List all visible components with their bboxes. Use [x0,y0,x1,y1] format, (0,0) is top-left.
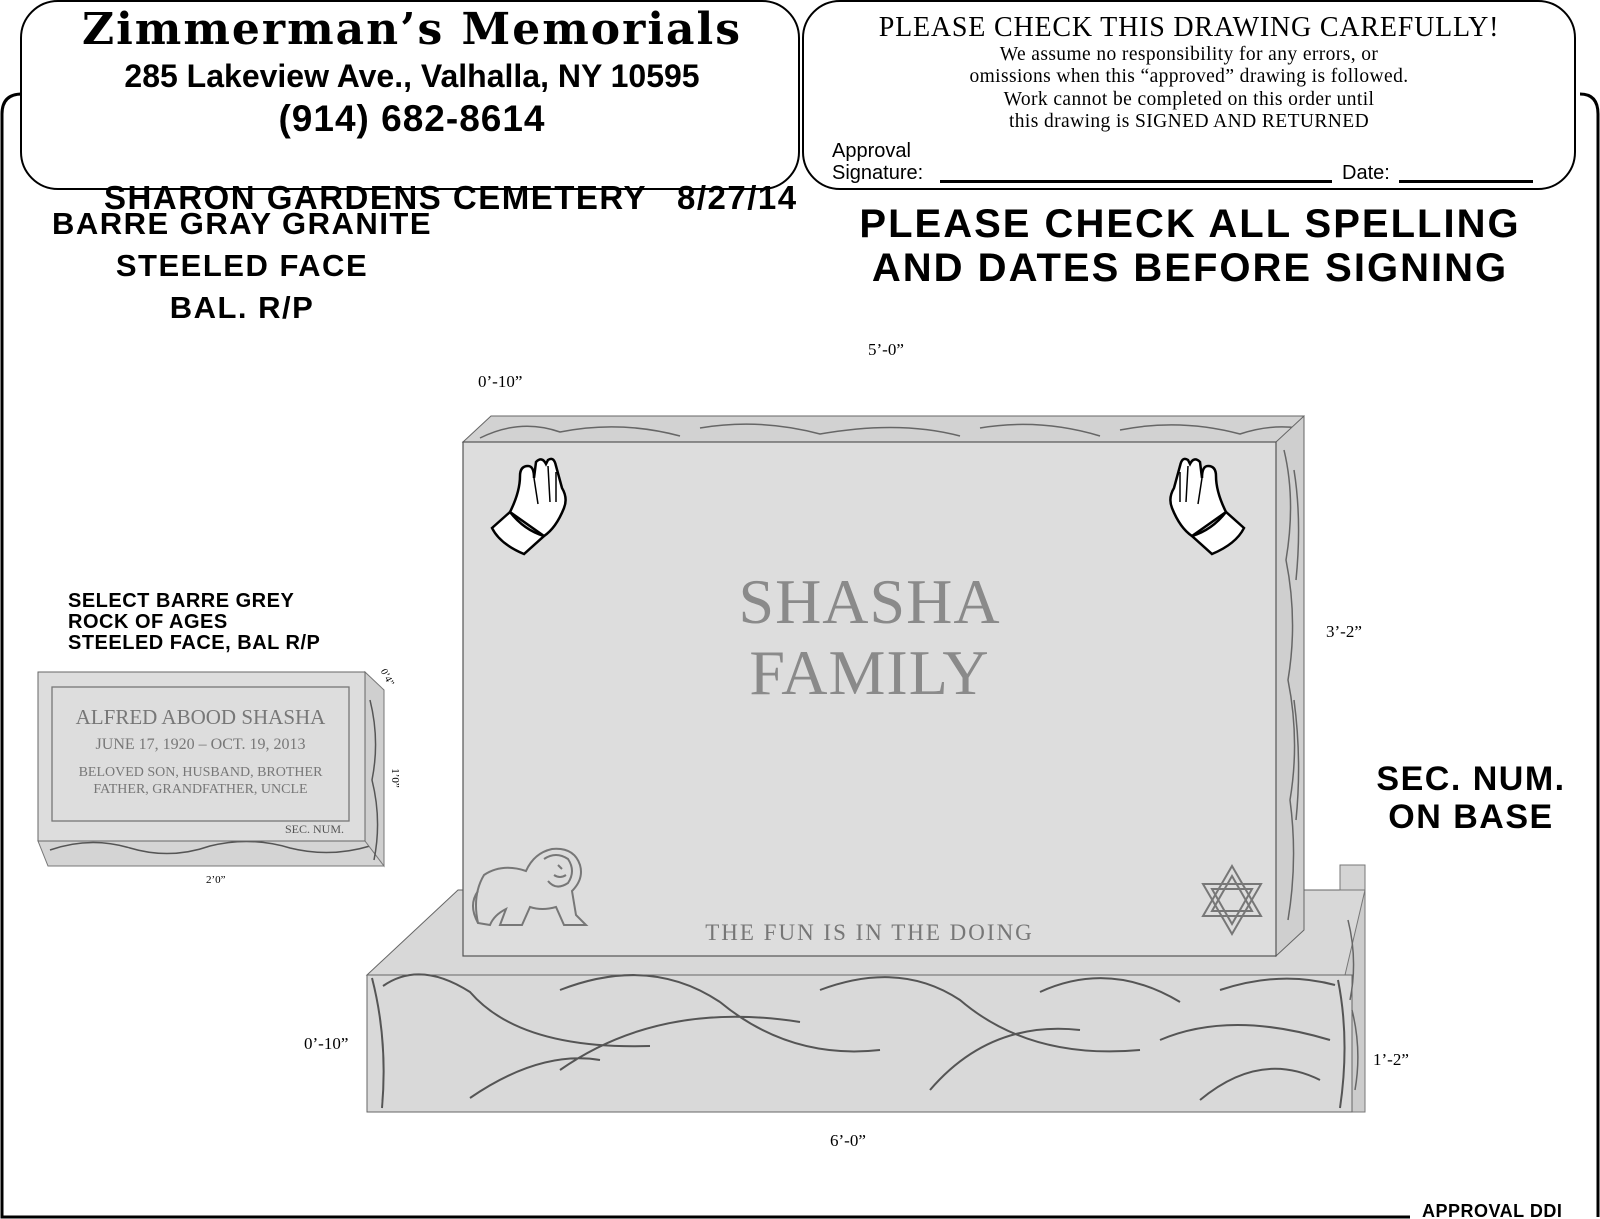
dimension-base-height: 0’-10” [304,1034,349,1053]
marker-spec-line: SELECT BARRE GREY [68,590,295,612]
marker-name: ALFRED ABOOD SHASHA [75,705,326,729]
epitaph: THE FUN IS IN THE DOING [705,920,1034,945]
marker-spec-line: ROCK OF AGES [68,611,228,633]
cemetery-name: SHARON GARDENS CEMETERY [104,179,648,216]
marker-dates: JUNE 17, 1920 – OCT. 19, 2013 [95,736,306,753]
marker-sec-num: SEC. NUM. [285,822,345,836]
dimension-die-height: 3’-2” [1326,622,1362,641]
dimension-marker-height: 1’0” [388,768,401,788]
company-phone: (914) 682-8614 [278,98,546,139]
spec-line: BAL. R/P [169,290,315,325]
marker-inscription: FATHER, GRANDFATHER, UNCLE [93,782,308,797]
notice-line: omissions when this “approved” drawing is followed. [969,66,1409,87]
company-address: 285 Lakeview Ave., Valhalla, NY 10595 [124,58,700,94]
notice-title: PLEASE CHECK THIS DRAWING CAREFULLY! [878,12,1500,43]
approval-footer: APPROVAL DDI [1418,1201,1566,1219]
dimension-marker-thickness: 0’4” [377,667,396,688]
approval-label-line1: Approval [832,140,911,162]
sec-num-note: ON BASE [1388,798,1554,836]
dimension-base-depth: 1’-2” [1373,1050,1409,1069]
marker-inscription: BELOVED SON, HUSBAND, BROTHER [78,765,323,780]
notice-line: Work cannot be completed on this order until [1003,89,1375,110]
dimension-base-width: 6’-0” [830,1131,866,1150]
check-spelling-notice: AND DATES BEFORE SIGNING [871,246,1509,290]
company-name: Zimmerman’s Memorials [81,4,743,55]
family-name: SHASHA [738,566,1001,637]
sec-num-note: SEC. NUM. [1376,760,1566,798]
proof-date: 8/27/14 [677,179,798,216]
date-label: Date: [1342,162,1390,184]
dimension-die-thickness: 0’-10” [478,372,523,391]
dimension-marker-width: 2’0” [206,874,226,886]
family-label: FAMILY [749,637,990,708]
notice-line: this drawing is SIGNED AND RETURNED [1008,111,1370,132]
marker-spec-line: STEELED FACE, BAL R/P [68,632,321,654]
approval-label-line2: Signature: [832,162,924,184]
dimension-die-width: 5’-0” [868,340,904,359]
check-spelling-notice: PLEASE CHECK ALL SPELLING [859,202,1521,246]
spec-line: STEELED FACE [115,248,369,283]
notice-line: We assume no responsibility for any errors, or [999,44,1379,65]
spec-line: BARRE GRAY GRANITE [51,206,433,241]
